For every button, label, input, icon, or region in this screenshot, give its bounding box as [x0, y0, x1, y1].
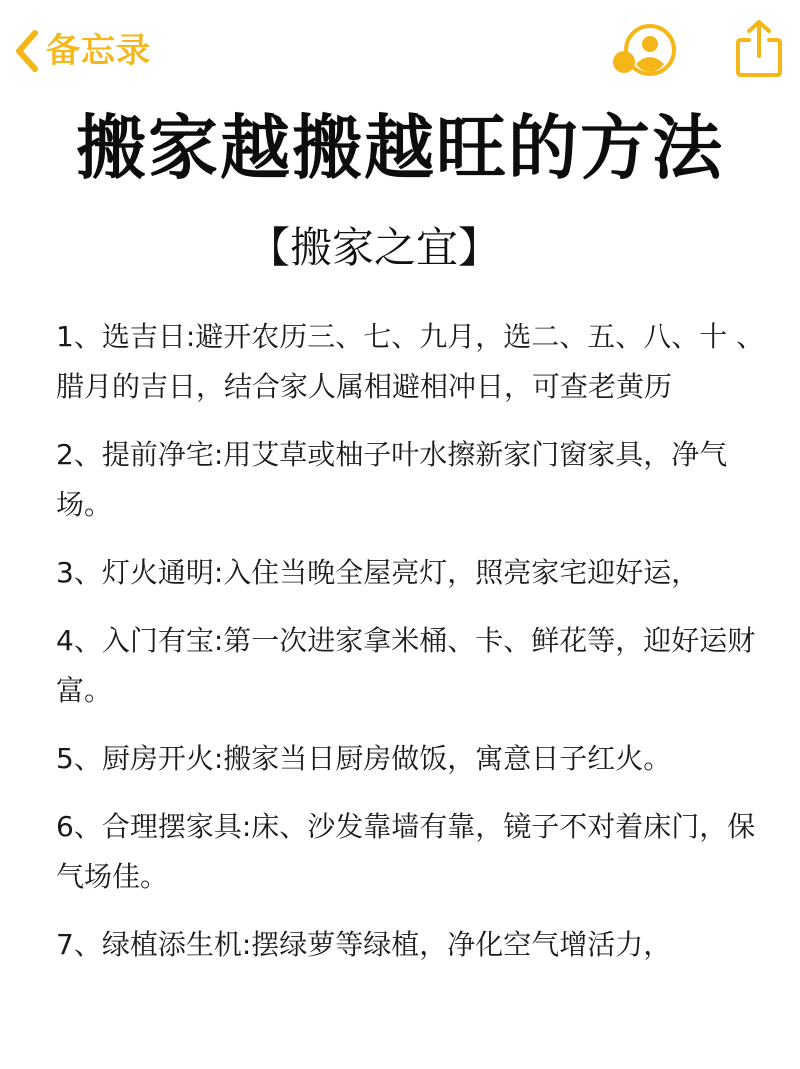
- item-number: 7、: [56, 928, 102, 961]
- list-item: [56, 616, 770, 716]
- list-item: [56, 734, 770, 784]
- share-export-icon[interactable]: [734, 18, 784, 78]
- item-text: 厨房开火:搬家当日厨房做饭，寓意日子红火。: [101, 742, 672, 775]
- item-number: 1、: [56, 320, 102, 353]
- top-toolbar: [0, 0, 800, 100]
- item-text: 绿植添生机:摆绿萝等绿植，净化空气增活力，: [101, 928, 672, 961]
- back-label: 备忘录: [46, 31, 151, 71]
- item-text: 灯火通明:入住当晚全屋亮灯，照亮家宅迎好运，: [101, 556, 700, 589]
- item-number: 6、: [56, 810, 102, 843]
- item-text: 选吉日:避开农历三、七、九月，选二、五、八、十 、腊月的吉日，结合家人属相避相冲日，可查老黄历: [56, 320, 765, 403]
- note-body: [56, 312, 770, 988]
- item-number: 3、: [56, 556, 102, 589]
- list-item: [56, 312, 770, 412]
- item-number: 5、: [56, 742, 102, 775]
- list-item: [56, 802, 770, 902]
- list-item: [56, 548, 770, 598]
- item-text: 入门有宝:第一次进家拿米桶、卡、鲜花等，迎好运财富。: [56, 624, 756, 707]
- collaborate-people-icon[interactable]: [612, 24, 676, 76]
- item-number: 2、: [56, 438, 102, 471]
- list-item: [56, 920, 770, 970]
- list-item: [56, 430, 770, 530]
- item-text: 合理摆家具:床、沙发靠墙有靠，镜子不对着床门，保气场佳。: [56, 810, 756, 893]
- item-text: 提前净宅:用艾草或柚子叶水擦新家门窗家具，净气场。: [56, 438, 728, 521]
- item-number: 4、: [56, 624, 102, 657]
- note-title: 搬家越搬越旺的方法: [76, 107, 724, 189]
- back-button[interactable]: [14, 28, 151, 74]
- chevron-left-icon: [14, 29, 40, 73]
- section-heading: 【搬家之宜】: [248, 223, 501, 272]
